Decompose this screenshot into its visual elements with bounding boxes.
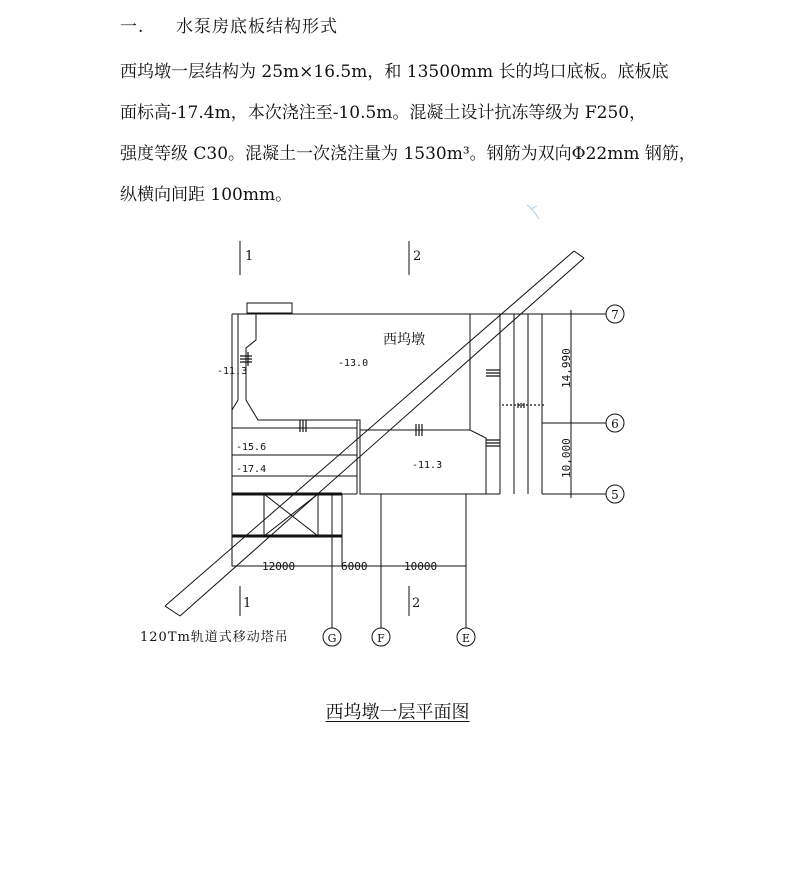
crane-boom: [165, 251, 584, 616]
section-number: 一.: [120, 17, 145, 37]
top-small-rect: [247, 303, 292, 313]
elevation-label: -11.3: [412, 460, 443, 471]
axis-label-G: G: [327, 632, 337, 645]
pier-outline: [232, 314, 573, 566]
axis-label-5: 5: [611, 488, 619, 502]
dimension-horizontal: 6000: [341, 560, 368, 573]
crane-label: 120Tm轨道式移动塔吊: [140, 630, 289, 645]
elevation-label: -15.6: [236, 442, 267, 453]
section-mark-1-bottom: 1: [243, 596, 252, 611]
section-mark-2-bottom: 2: [412, 596, 421, 611]
dimension-vertical: 14,990: [560, 348, 573, 388]
paragraph-line: 面标高-17.4m，本次浇注至-10.5m。混凝土设计抗冻等级为 F250，: [120, 103, 647, 123]
paragraph-line: 强度等级 C30。混凝土一次浇注量为 1530m³。钢筋为双向Φ22mm 钢筋，: [120, 144, 696, 164]
figure-caption: 西坞墩一层平面图: [325, 702, 470, 723]
elevation-label: -17.4: [236, 464, 267, 475]
paragraph-line: 纵横向间距 100mm。: [120, 185, 293, 205]
dimension-horizontal: 10000: [404, 560, 438, 573]
watermark-mark: [527, 205, 539, 219]
section-mark-1-top: 1: [245, 249, 254, 264]
dimension-vertical: 10,000: [560, 438, 573, 478]
axis-label-7: 7: [611, 308, 619, 322]
axis-label-F: F: [377, 632, 385, 645]
axis-label-E: E: [461, 632, 471, 645]
section-title: 水泵房底板结构形式: [176, 17, 338, 37]
section-mark-2-top: 2: [413, 249, 422, 264]
axis-label-6: 6: [611, 417, 619, 431]
elevation-label: -11.3: [217, 366, 248, 377]
block-label: 西坞墩: [383, 332, 425, 348]
paragraph-line: 西坞墩一层结构为 25m×16.5m，和 13500mm 长的坞口底板。底板底: [120, 62, 669, 82]
rebar-markers: [240, 352, 544, 446]
elevation-label: -13.0: [338, 358, 369, 369]
dimension-horizontal: 12000: [262, 560, 296, 573]
